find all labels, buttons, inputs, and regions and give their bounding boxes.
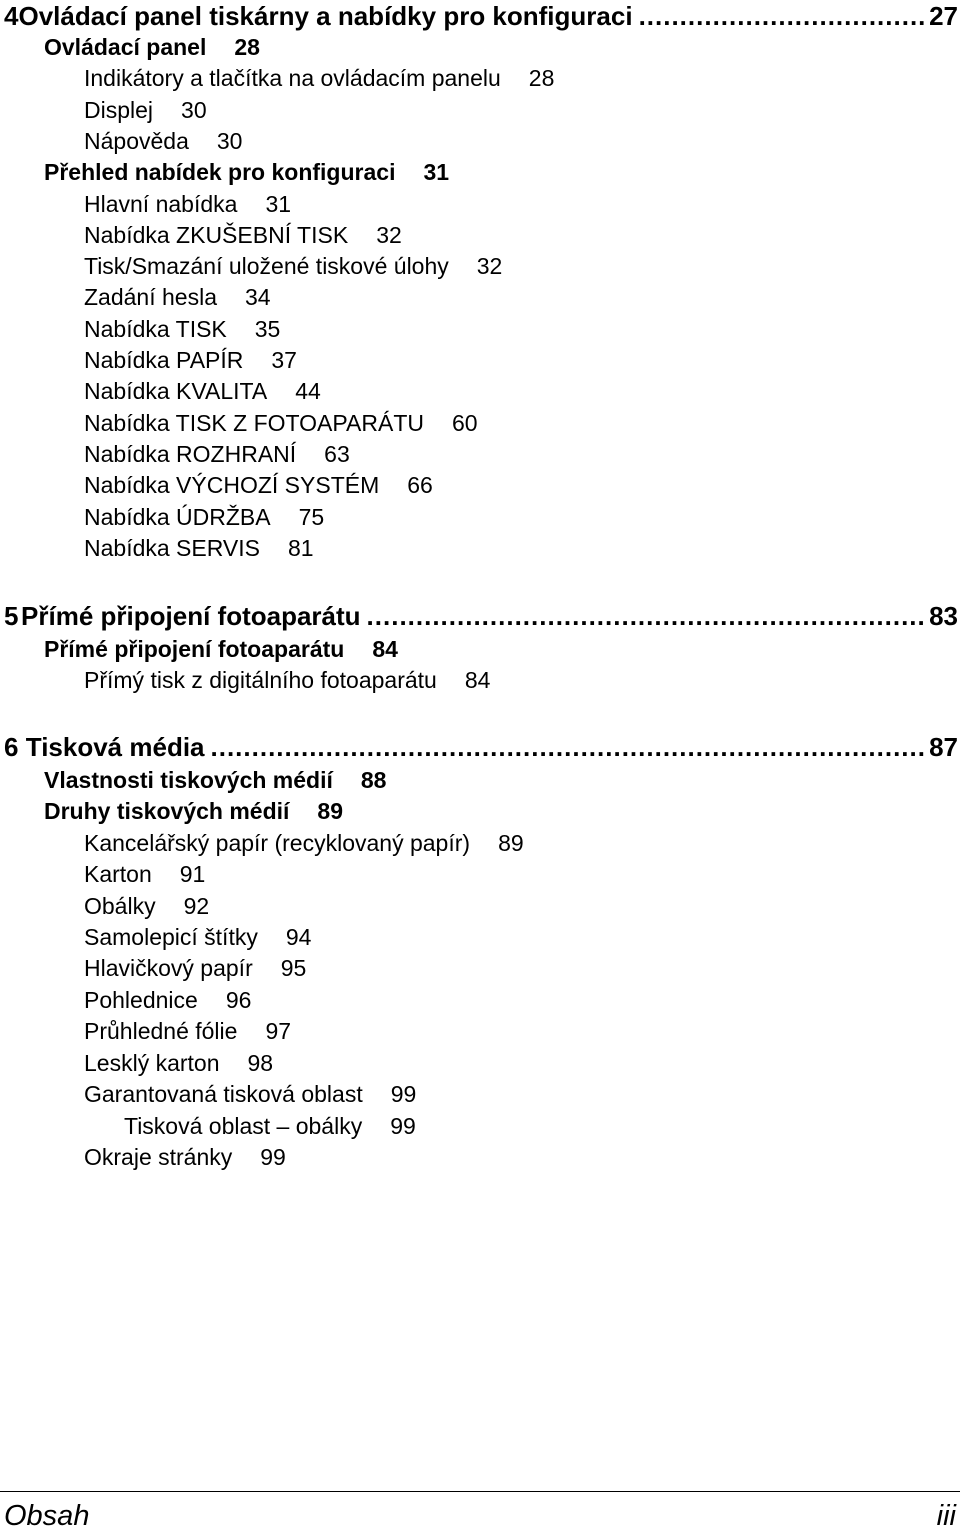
entry-title: Nápověda	[84, 128, 189, 154]
entry-title: Tisková oblast – obálky	[124, 1113, 363, 1139]
entry-page-number: 88	[360, 767, 387, 793]
chapter-title: Ovládací panel tiskárny a nabídky pro konfiguraci	[18, 1, 633, 31]
entry-page-number: 89	[317, 798, 344, 824]
toc-subsection-entry[interactable]	[84, 219, 960, 251]
toc-subsection-entry[interactable]	[84, 1047, 960, 1079]
entry-page-number: 91	[179, 861, 206, 887]
entry-page-number: 44	[295, 378, 321, 404]
chapter-page-number: 87	[929, 732, 958, 762]
entry-page-number: 95	[280, 955, 307, 981]
entry-page-number: 99	[260, 1144, 286, 1170]
entry-title: Přímý tisk z digitálního fotoaparátu	[84, 667, 437, 693]
footer-section-title: Obsah	[4, 1500, 90, 1532]
entry-page-number: 37	[271, 347, 297, 373]
entry-title: Nabídka KVALITA	[84, 378, 268, 404]
entry-page-number: 99	[390, 1113, 416, 1139]
entry-page-number: 32	[376, 222, 402, 248]
entry-page-number: 31	[423, 159, 450, 185]
entry-page-number: 30	[216, 128, 243, 154]
toc-chapter-entry[interactable]	[4, 600, 958, 632]
entry-page-number: 96	[225, 987, 252, 1013]
entry-title: Přehled nabídek pro konfiguraci	[44, 159, 396, 185]
toc-section-entry[interactable]	[44, 795, 960, 827]
dot-leader	[367, 600, 928, 632]
entry-page-number: 30	[181, 97, 207, 123]
chapter-number: 5	[4, 601, 19, 631]
toc-subsection-entry[interactable]	[84, 952, 960, 984]
entry-title: Průhledné fólie	[84, 1018, 238, 1044]
entry-title: Indikátory a tlačítka na ovládacím panelu	[84, 65, 501, 91]
entry-page-number: 84	[464, 667, 491, 693]
entry-title: Nabídka PAPÍR	[84, 347, 244, 373]
entry-title: Kancelářský papír (recyklovaný papír)	[84, 830, 471, 856]
dot-leader	[211, 731, 928, 763]
entry-title: Tisk/Smazání uložené tiskové úlohy	[84, 253, 449, 279]
entry-title: Displej	[84, 97, 154, 123]
entry-page-number: 98	[247, 1050, 274, 1076]
toc-subsection-entry[interactable]	[84, 438, 960, 470]
toc-section-entry[interactable]	[44, 764, 960, 796]
toc-subsection-entry[interactable]	[84, 1078, 960, 1110]
entry-page-number: 63	[324, 441, 350, 467]
toc-subsection-entry[interactable]	[84, 984, 960, 1016]
toc-subsubsection-entry[interactable]	[124, 1110, 960, 1142]
entry-page-number: 92	[183, 893, 210, 919]
entry-title: Hlavičkový papír	[84, 955, 253, 981]
entry-title: Nabídka ROZHRANÍ	[84, 441, 297, 467]
toc-subsection-entry[interactable]	[84, 125, 960, 157]
toc-subsection-entry[interactable]	[84, 469, 960, 501]
toc-subsection-entry[interactable]	[84, 94, 960, 126]
entry-title: Hlavní nabídka	[84, 191, 238, 217]
toc-subsection-entry[interactable]	[84, 827, 960, 859]
toc-subsection-entry[interactable]	[84, 281, 960, 313]
toc-subsection-entry[interactable]	[84, 858, 960, 890]
toc-section-entry[interactable]	[44, 156, 960, 188]
entry-title: Nabídka ZKUŠEBNÍ TISK	[84, 222, 349, 248]
toc-subsection-entry[interactable]	[84, 375, 960, 407]
footer-page-number: iii	[936, 1500, 956, 1532]
toc-subsection-entry[interactable]	[84, 188, 960, 220]
entry-page-number: 89	[498, 830, 524, 856]
footer-divider	[0, 1491, 960, 1492]
toc-subsection-entry[interactable]	[84, 407, 960, 439]
toc-subsection-entry[interactable]	[84, 532, 960, 564]
toc-subsection-entry[interactable]	[84, 1015, 960, 1047]
entry-title: Karton	[84, 861, 152, 887]
entry-page-number: 32	[476, 253, 503, 279]
entry-title: Nabídka TISK Z FOTOAPARÁTU	[84, 410, 424, 436]
dot-leader	[639, 0, 928, 32]
toc-chapter-entry[interactable]	[4, 0, 958, 32]
chapter-number: 4	[4, 1, 19, 31]
toc-section-entry[interactable]	[44, 31, 960, 63]
toc-section-entry[interactable]	[44, 633, 960, 665]
entry-title: Nabídka ÚDRŽBA	[84, 504, 271, 530]
chapter-title: Tisková média	[25, 732, 205, 762]
chapter-page-number: 83	[929, 601, 958, 631]
entry-page-number: 34	[244, 284, 271, 310]
toc-subsection-entry[interactable]	[84, 313, 960, 345]
toc-subsection-entry[interactable]	[84, 344, 960, 376]
toc-subsection-entry[interactable]	[84, 1141, 960, 1173]
entry-page-number: 60	[451, 410, 478, 436]
toc-subsection-entry[interactable]	[84, 62, 960, 94]
entry-title: Ovládací panel	[44, 34, 207, 60]
entry-title: Pohlednice	[84, 987, 198, 1013]
chapter-page-number: 27	[929, 1, 958, 31]
entry-title: Vlastnosti tiskových médií	[44, 767, 333, 793]
toc-chapter-entry[interactable]	[4, 731, 958, 763]
chapter-number: 6	[4, 732, 19, 762]
chapter-title: Přímé připojení fotoaparátu	[21, 601, 361, 631]
toc-subsection-entry[interactable]	[84, 501, 960, 533]
entry-page-number: 97	[265, 1018, 292, 1044]
entry-title: Obálky	[84, 893, 156, 919]
entry-page-number: 35	[254, 316, 281, 342]
toc-subsection-entry[interactable]	[84, 250, 960, 282]
toc-subsection-entry[interactable]	[84, 921, 960, 953]
entry-title: Nabídka SERVIS	[84, 535, 261, 561]
entry-page-number: 31	[265, 191, 292, 217]
entry-page-number: 81	[288, 535, 314, 561]
entry-title: Druhy tiskových médií	[44, 798, 290, 824]
entry-page-number: 75	[298, 504, 325, 530]
entry-title: Garantovaná tisková oblast	[84, 1081, 363, 1107]
entry-page-number: 84	[372, 636, 398, 662]
entry-title: Nabídka TISK	[84, 316, 227, 342]
entry-page-number: 66	[407, 472, 433, 498]
entry-title: Lesklý karton	[84, 1050, 220, 1076]
toc-subsection-entry[interactable]	[84, 890, 960, 922]
entry-page-number: 99	[390, 1081, 417, 1107]
entry-title: Nabídka VÝCHOZÍ SYSTÉM	[84, 472, 380, 498]
entry-page-number: 28	[528, 65, 555, 91]
entry-title: Přímé připojení fotoaparátu	[44, 636, 345, 662]
entry-page-number: 94	[285, 924, 312, 950]
entry-title: Okraje stránky	[84, 1144, 233, 1170]
toc-subsection-entry[interactable]	[84, 664, 960, 696]
entry-title: Samolepicí štítky	[84, 924, 258, 950]
entry-page-number: 28	[234, 34, 260, 60]
entry-title: Zadání hesla	[84, 284, 217, 310]
